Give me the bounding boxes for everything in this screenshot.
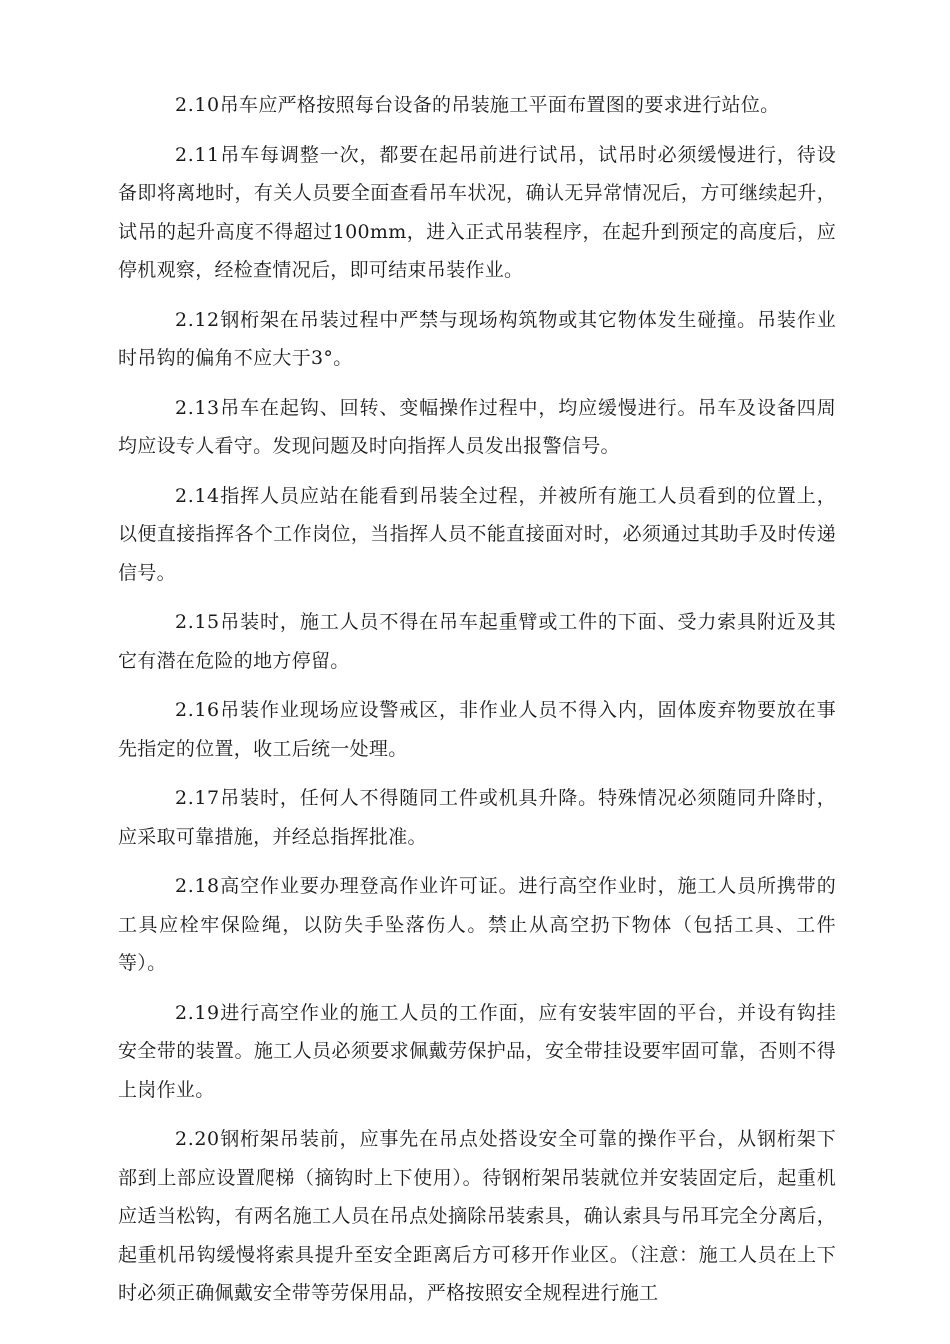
paragraph-number: 2.16 — [175, 699, 220, 721]
paragraph-number: 2.20 — [175, 1128, 220, 1150]
paragraph-2-16 — [118, 691, 836, 768]
paragraph-number: 2.19 — [175, 1001, 220, 1024]
paragraph-text: 高空作业要办理登高作业许可证。进行高空作业时，施工人员所携带的工具应栓牢保险绳，以防失手坠落伤人。禁止从高空扔下物体（包括工具、工件等）。 — [118, 875, 836, 974]
paragraph-text: 吊车在起钩、回转、变幅操作过程中，均应缓慢进行。吊车及设备四周均应设专人看守。发现问题及时向指挥人员发出报警信号。 — [118, 396, 836, 457]
paragraph-number: 2.13 — [175, 396, 220, 419]
document-body — [118, 86, 836, 1324]
paragraph-number: 2.11 — [175, 143, 220, 166]
paragraph-text: 吊装作业现场应设警戒区，非作业人员不得入内，固体废弃物要放在事先指定的位置，收工后统一处理。 — [118, 699, 836, 760]
paragraph-2-15 — [118, 603, 836, 680]
paragraph-number: 2.12 — [175, 308, 220, 331]
paragraph-2-13 — [118, 389, 836, 466]
paragraph-number: 2.14 — [175, 484, 220, 507]
paragraph-2-19 — [118, 994, 836, 1110]
paragraph-text: 吊装时，施工人员不得在吊车起重臂或工件的下面、受力索具附近及其它有潜在危险的地方停留。 — [118, 611, 836, 672]
paragraph-2-14 — [118, 477, 836, 593]
paragraph-2-17 — [118, 779, 836, 856]
paragraph-text: 钢桁架在吊装过程中严禁与现场构筑物或其它物体发生碰撞。吊装作业时吊钩的偏角不应大于3°。 — [118, 308, 836, 369]
paragraph-2-20 — [118, 1120, 836, 1313]
paragraph-text: 指挥人员应站在能看到吊装全过程，并被所有施工人员看到的位置上，以便直接指挥各个工作岗位，当指挥人员不能直接面对时，必须通过其助手及时传递信号。 — [118, 484, 836, 584]
paragraph-number: 2.15 — [175, 611, 220, 633]
paragraph-2-10 — [118, 86, 836, 125]
paragraph-number: 2.18 — [175, 875, 220, 897]
paragraph-text: 进行高空作业的施工人员的工作面，应有安装牢固的平台，并设有钩挂安全带的装置。施工人员必须要求佩戴劳保护品，安全带挂设要牢固可靠，否则不得上岗作业。 — [118, 1001, 836, 1101]
paragraph-2-12 — [118, 301, 836, 378]
paragraph-text: 钢桁架吊装前，应事先在吊点处搭设安全可靠的操作平台，从钢桁架下部到上部应设置爬梯（摘钩时上下使用）。待钢桁架吊装就位并安装固定后，起重机应适当松钩，有两名施工人员在吊点处摘除吊装索具，确认索具与吊耳完全分离后，起重机吊钩缓慢将索具提升至安全距离后方可移开作业区。（注意：施工人员在上下时必须正确佩戴安全带等劳保用品，严格按照安全规程进行施工 — [118, 1128, 836, 1304]
paragraph-2-18 — [118, 867, 836, 983]
paragraph-text: 吊车每调整一次，都要在起吊前进行试吊，试吊时必须缓慢进行，待设备即将离地时，有关人员要全面查看吊车状况，确认无异常情况后，方可继续起升，试吊的起升高度不得超过100mm，进入正式吊装程序，在起升到预定的高度后，应停机观察，经检查情况后，即可结束吊装作业。 — [118, 143, 836, 281]
paragraph-number: 2.10 — [175, 94, 220, 116]
paragraph-text: 吊车应严格按照每台设备的吊装施工平面布置图的要求进行站位。 — [219, 94, 780, 116]
paragraph-text: 吊装时，任何人不得随同工件或机具升降。特殊情况必须随同升降时，应采取可靠措施，并经总指挥批准。 — [118, 787, 836, 848]
paragraph-2-11 — [118, 136, 836, 290]
paragraph-number: 2.17 — [175, 787, 220, 809]
